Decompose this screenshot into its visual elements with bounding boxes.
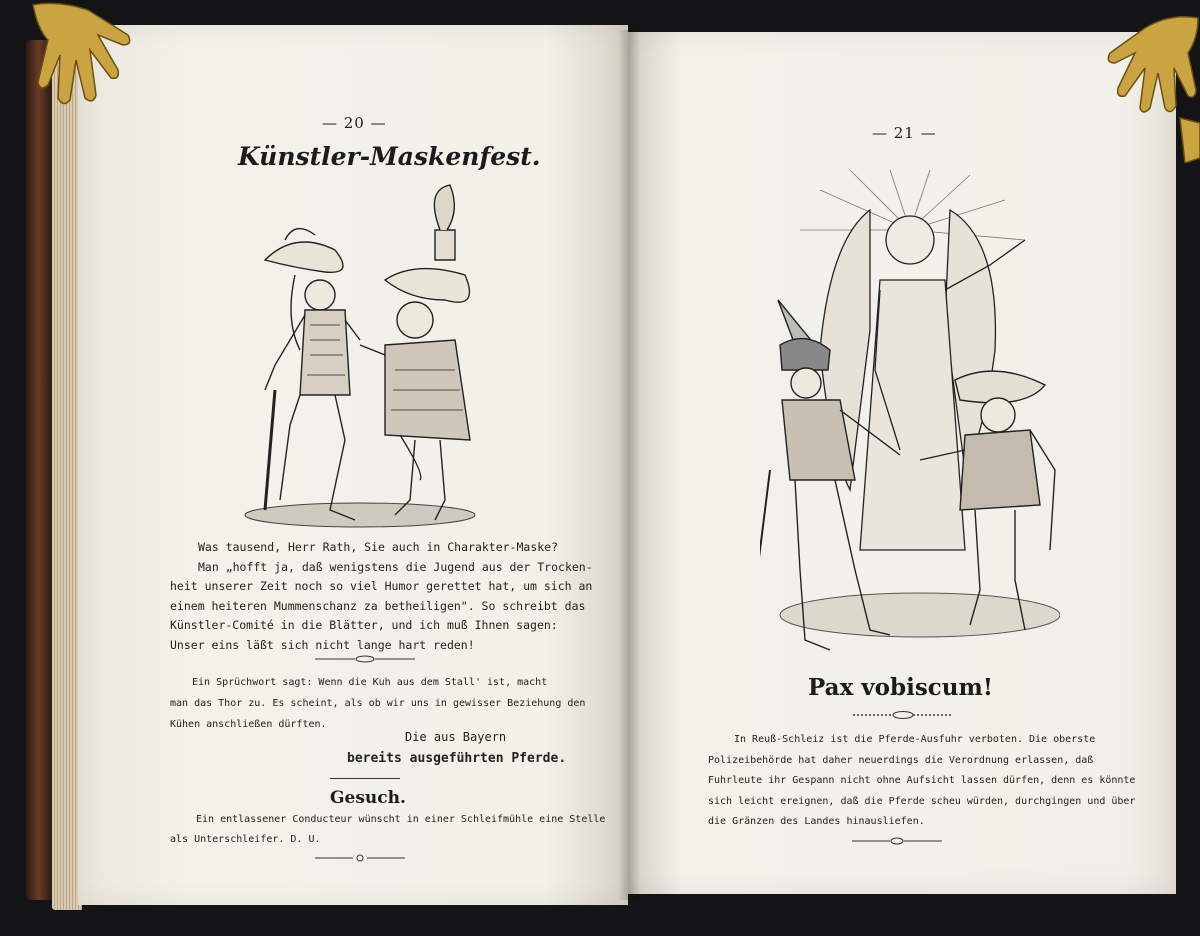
text-line: heit unserer Zeit noch so viel Humor gerettet hat, um sich an	[170, 579, 593, 593]
text-line: Kühen anschließen dürften.	[170, 719, 327, 730]
left-paragraph-1	[170, 538, 593, 655]
ornament-divider	[315, 654, 415, 664]
page-number-right: — 21 —	[872, 124, 937, 142]
page-number-left: — 20 —	[322, 114, 387, 132]
brass-hand-left	[18, 0, 138, 115]
text-line: Polizeibehörde hat daher neuerdings die Verordnung erlassen, daß	[708, 754, 1094, 766]
ornament-divider	[853, 710, 953, 720]
text-line: Ein Sprüchwort sagt: Wenn die Kuh aus dem Stall' ist, macht	[192, 677, 548, 688]
left-paragraph-2	[170, 672, 585, 735]
text-line: Fuhrleute ihr Gespann nicht ohne Aufsicht lassen dürfen, denn es könnte	[708, 775, 1136, 786]
text-line: In Reuß-Schleiz ist die Pferde-Ausfuhr verboten. Die oberste	[734, 734, 1096, 745]
page-title-left: Künstler-Maskenfest.	[238, 142, 541, 171]
pax-vobiscum-illustration	[760, 170, 1060, 660]
ornament-divider	[852, 836, 942, 846]
masquerade-illustration	[235, 180, 485, 530]
heading-gesuch: Gesuch.	[330, 788, 406, 808]
ornament-divider	[315, 853, 405, 863]
text-line: als Unterschleifer. D. U.	[170, 834, 321, 845]
text-line: Ein entlassener Conducteur wünscht in einer Schleifmühle eine Stelle	[196, 814, 606, 825]
signature-line-2: bereits ausgeführten Pferde.	[347, 751, 567, 766]
rule	[330, 778, 400, 779]
book-gutter	[618, 30, 640, 900]
brass-hand-right	[1100, 8, 1200, 163]
text-line: Man „hofft ja, daß wenigstens die Jugend aus der Trocken-	[198, 559, 593, 574]
text-line: die Gränzen des Landes hinausliefen.	[708, 816, 925, 827]
signature-line-1: Die aus Bayern	[405, 730, 507, 744]
page-title-right: Pax vobiscum!	[808, 674, 993, 701]
right-paragraph	[708, 730, 1135, 833]
text-line: einem heiteren Mummenschanz za betheiligen". So schreibt das	[170, 598, 586, 613]
text-line: Unser eins läßt sich nicht lange hart reden!	[170, 637, 475, 652]
text-line: man das Thor zu. Es scheint, als ob wir uns in gewisser Beziehung den	[170, 698, 586, 709]
text-line: Künstler-Comité in die Blätter, und ich muß Ihnen sagen:	[170, 618, 558, 632]
text-line: Was tausend, Herr Rath, Sie auch in Charakter-Maske?	[198, 540, 559, 554]
left-paragraph-3	[170, 810, 605, 850]
text-line: sich leicht ereignen, daß die Pferde scheu würden, durchgingen und über	[708, 795, 1136, 807]
